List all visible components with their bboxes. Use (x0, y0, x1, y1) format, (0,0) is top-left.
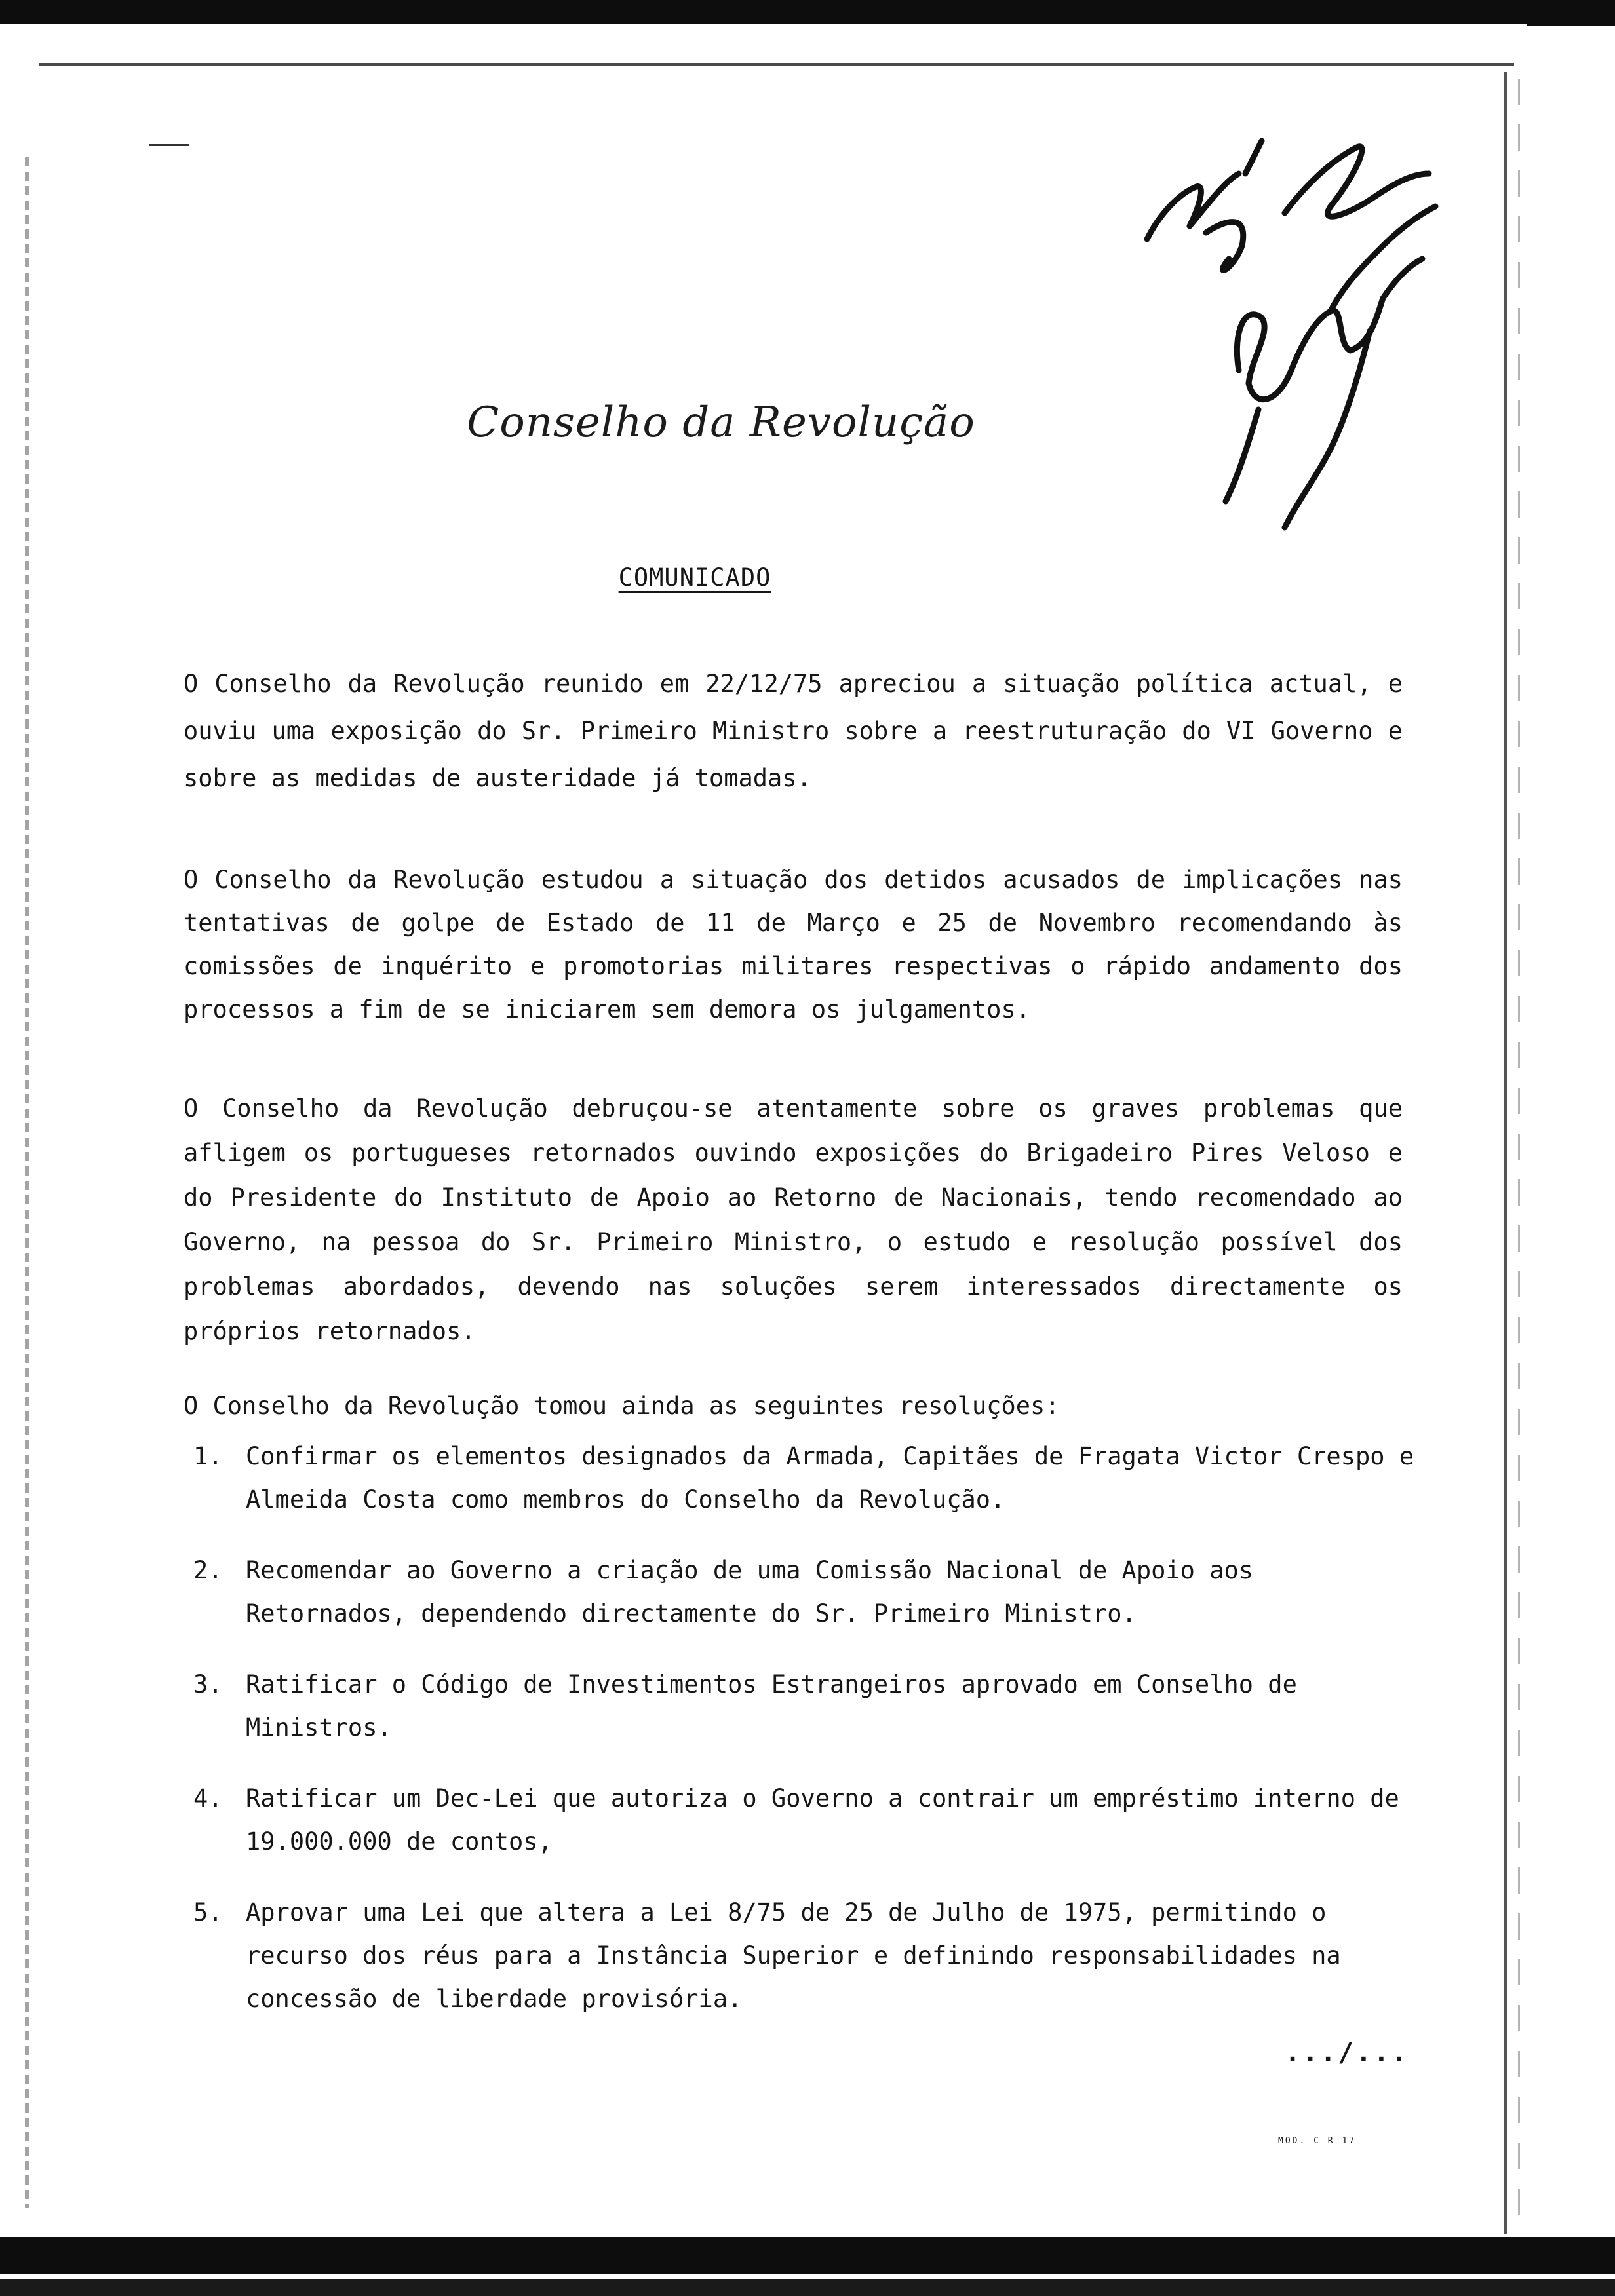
paragraph-detainees: O Conselho da Revolução estudou a situação dos detidos acusados de implicações nas tentativas de golpe de Estado de 11 de Março e 25 de Novembro recomendando às comissões de inquérito e promotorias militares respectivas o rápido andamento dos processos a fim de se iniciarem sem demora os julgamentos. (184, 866, 1403, 1024)
item-text: Ratificar o Código de Investimentos Estrangeiros aprovado em Conselho de Ministros. (246, 1670, 1297, 1742)
form-code: MOD. C R 17 (1278, 2136, 1357, 2146)
resolutions-list (193, 1435, 1426, 2048)
paragraph-meeting: O Conselho da Revolução reunido em 22/12/75 apreciou a situação política actual, e ouviu uma exposição do Sr. Primeiro Ministro sobre a reestruturação do VI Governo e sobre as medidas de austeridade já tomadas. (184, 670, 1403, 792)
list-item (193, 1435, 1426, 1521)
list-item (193, 1777, 1426, 1864)
scan-border-top-corner (1527, 0, 1615, 26)
document-title: COMUNICADO (618, 564, 771, 592)
item-number: 5. (193, 1898, 223, 1926)
item-number: 2. (193, 1556, 223, 1584)
item-text: Recomendar ao Governo a criação de uma Comissão Nacional de Apoio aos Retornados, dependendo directamente do Sr. Primeiro Ministro. (246, 1556, 1254, 1628)
scan-border-bottom (0, 2237, 1615, 2274)
letterhead: Conselho da Revolução (467, 398, 975, 447)
item-text: Aprovar uma Lei que altera a Lei 8/75 de 25 de Julho de 1975, permitindo o recurso dos réus para a Instância Superior e definindo responsabilidades na concessão de liberdade provisória. (246, 1898, 1341, 2013)
list-item (193, 1891, 1426, 2021)
paragraph-resolutions-intro: O Conselho da Revolução tomou ainda as seguintes resoluções: (184, 1392, 1060, 1420)
item-number: 3. (193, 1670, 223, 1698)
continuation-mark: .../... (1285, 2038, 1409, 2068)
scan-mark (149, 144, 189, 146)
item-number: 1. (193, 1442, 223, 1470)
paragraph-retornados: O Conselho da Revolução debruçou-se atentamente sobre os graves problemas que afligem os portugueses retornados ouvindo exposições do Brigadeiro Pires Veloso e do Presidente do Instituto de Apoio ao Retorno de Nacionais, tendo recomendado ao Governo, na pessoa do Sr. Primeiro Ministro, o estudo e resolução possível dos problemas abordados, devendo nas soluções serem interessados directamente os próprios retornados. (184, 1094, 1403, 1345)
list-item (193, 1549, 1426, 1636)
list-item (193, 1663, 1426, 1750)
scan-edge-right-dashed (1518, 79, 1520, 2234)
scan-edge-line (39, 63, 1514, 66)
item-text: Ratificar um Dec-Lei que autoriza o Governo a contrair um empréstimo interno de 19.000.000 de contos, (246, 1784, 1399, 1856)
signature (1134, 134, 1442, 560)
scan-border-bottom-strip (0, 2279, 1615, 2296)
scan-border-top (0, 0, 1615, 24)
scan-edge-left (25, 157, 29, 2208)
item-text: Confirmar os elementos designados da Armada, Capitães de Fragata Victor Crespo e Almeida Costa como membros do Conselho da Revolução. (246, 1442, 1414, 1514)
scan-edge-right (1504, 72, 1507, 2234)
item-number: 4. (193, 1784, 223, 1812)
